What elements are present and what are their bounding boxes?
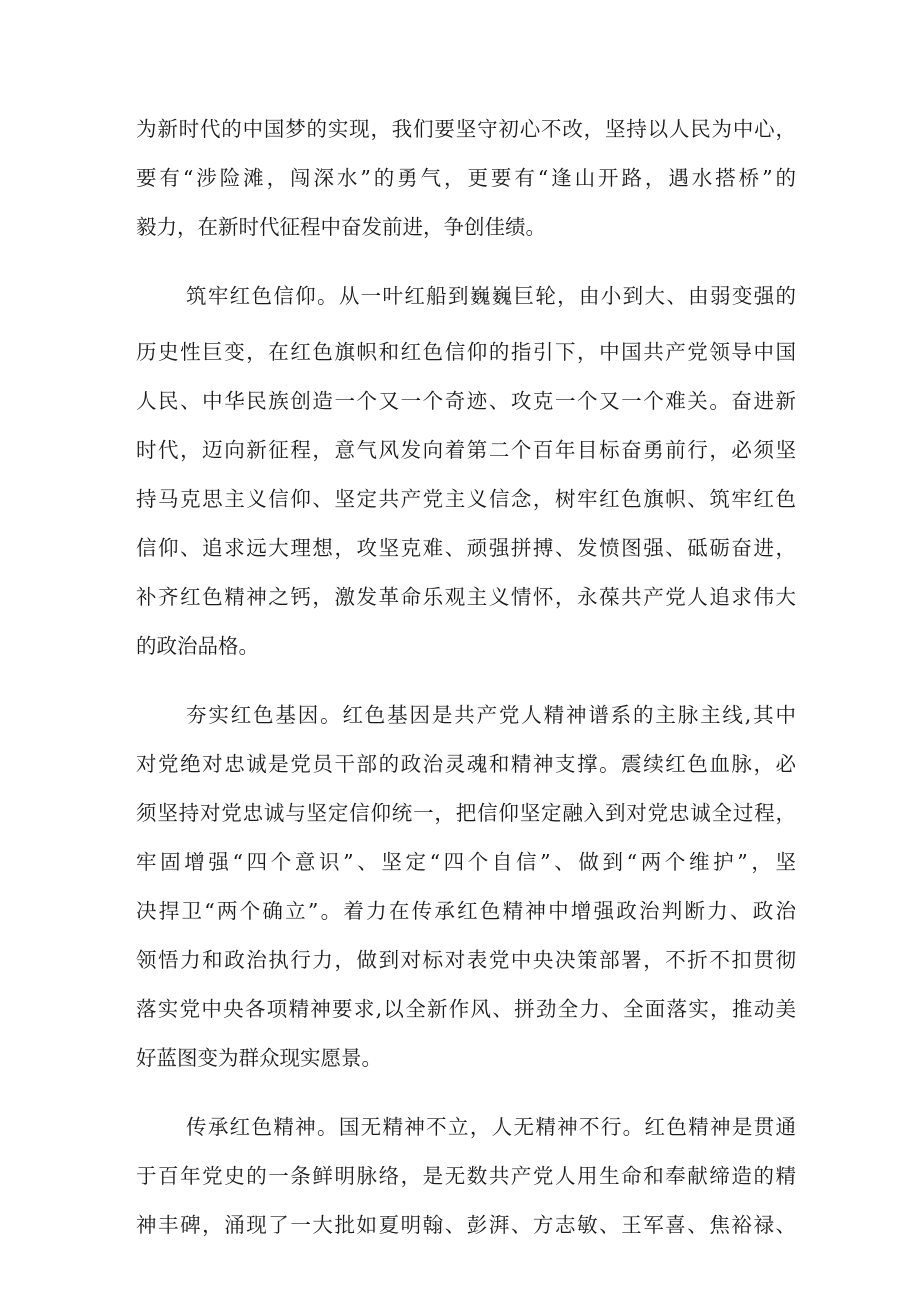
text-line: 牢固增强“四个意识”、坚定“四个自信”、做到“两个维护”，坚: [136, 850, 796, 874]
text-line: 为新时代的中国梦的实现，我们要坚守初心不改，坚持以人民为中心，: [136, 117, 796, 141]
text-line: 好蓝图变为群众现实愿景。: [136, 1046, 382, 1070]
text-line: 时代，迈向新征程，意气风发向着第二个百年目标奋勇前行，必须坚: [136, 438, 796, 462]
text-line: 对党绝对忠诚是党员干部的政治灵魂和精神支撑。震续红色血脉，必: [136, 752, 796, 776]
paragraph-first-line: 筑牢红色信仰。从一叶红船到巍巍巨轮，由小到大、由弱变强的: [186, 284, 796, 308]
text-line: 领悟力和政治执行力，做到对标对表党中央决策部署，不折不扣贯彻: [136, 948, 796, 972]
paragraph-first-line: 夯实红色基因。红色基因是共产党人精神谱系的主脉主线,其中: [186, 703, 796, 727]
text-line: 落实党中央各项精神要求,以全新作风、拼劲全力、全面落实，推动美: [136, 997, 796, 1021]
text-line: 决捍卫“两个确立”。着力在传承红色精神中增强政治判断力、政治: [136, 899, 796, 923]
text-line: 神丰碑，涌现了一大批如夏明翰、彭湃、方志敏、王军喜、焦裕禄、: [136, 1213, 796, 1237]
text-line: 须坚持对党忠诚与坚定信仰统一，把信仰坚定融入到对党忠诚全过程，: [136, 801, 796, 825]
text-line: 历史性巨变，在红色旗帜和红色信仰的指引下，中国共产党领导中国: [136, 340, 796, 364]
text-line: 于百年党史的一条鲜明脉络，是无数共产党人用生命和奉献缔造的精: [136, 1164, 796, 1188]
text-line: 人民、中华民族创造一个又一个奇迹、攻克一个又一个难关。奋进新: [136, 389, 796, 413]
paragraph-first-line: 传承红色精神。国无精神不立，人无精神不行。红色精神是贯通: [186, 1115, 796, 1139]
text-line: 持马克思主义信仰、坚定共产党主义信念，树牢红色旗帜、筑牢红色: [136, 487, 796, 511]
text-line: 的政治品格。: [136, 634, 259, 658]
text-line: 信仰、追求远大理想，攻坚克难、顽强拼搏、发愤图强、砥砺奋进，: [136, 536, 796, 560]
text-line: 毅力，在新时代征程中奋发前进，争创佳绩。: [136, 215, 546, 239]
text-line: 补齐红色精神之钙，激发革命乐观主义情怀，永葆共产党人追求伟大: [136, 585, 796, 609]
text-line: 要有“涉险滩，闯深水”的勇气，更要有“逢山开路，遇水搭桥”的: [136, 166, 796, 190]
